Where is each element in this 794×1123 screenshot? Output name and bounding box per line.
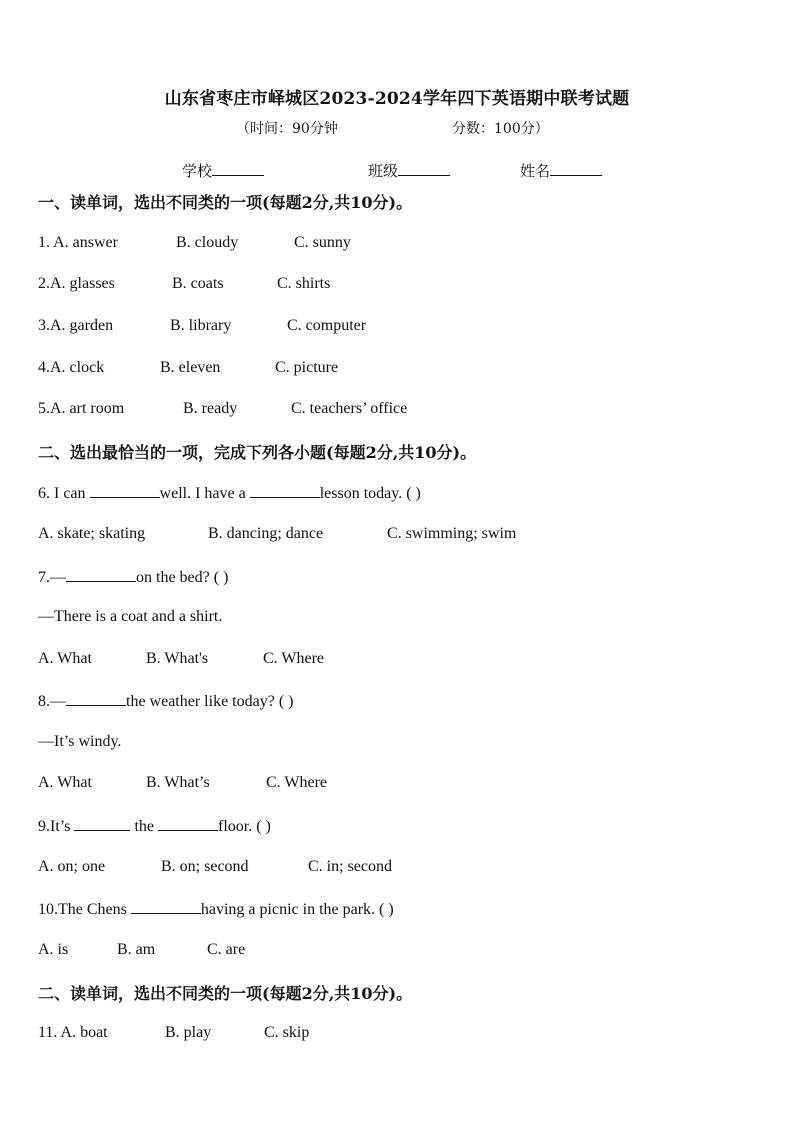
question-9-part-3: floor. ( )	[218, 818, 271, 835]
question-7-option-c: C. Where	[263, 650, 325, 667]
question-10-option-a: A. is	[38, 941, 69, 958]
question-9-option-a: A. on; one	[38, 858, 106, 875]
question-1-option-c: C. sunny	[294, 234, 351, 251]
question-2-option-a: 2.A. glasses	[38, 275, 115, 292]
question-9-stem	[38, 816, 271, 836]
question-10-stem	[38, 899, 394, 919]
question-6-part-3: lesson today. ( )	[319, 485, 421, 502]
question-10-blank[interactable]	[131, 899, 201, 914]
class-label: 班级	[368, 162, 399, 180]
question-5-option-b: B. ready	[183, 400, 238, 417]
question-3-option-c: C. computer	[287, 317, 367, 334]
question-8-blank[interactable]	[66, 691, 126, 706]
question-6-part-2: well. I have a	[159, 485, 250, 502]
question-6-part-1: 6. I can	[38, 485, 90, 502]
name-field	[520, 160, 602, 181]
school-blank[interactable]	[212, 161, 264, 176]
question-8-part-2: the weather like today? ( )	[126, 693, 294, 710]
question-10-option-c: C. are	[207, 941, 246, 958]
question-9-blank-1[interactable]	[74, 816, 130, 831]
section-heading-2: 二、选出最恰当的一项，完成下列各小题(每题2分,共10分)。	[38, 443, 477, 462]
question-2-option-c: C. shirts	[277, 275, 331, 292]
question-10-part-1: 10.The Chens	[38, 901, 131, 918]
question-9-part-1: 9.It’s	[38, 818, 75, 835]
question-6-blank-1[interactable]	[90, 483, 160, 498]
question-6-blank-2[interactable]	[250, 483, 320, 498]
page-title: 山东省枣庄市峄城区2023-2024学年四下英语期中联考试题	[164, 89, 630, 109]
school-label: 学校	[182, 162, 213, 180]
question-7-option-a: A. What	[38, 650, 92, 667]
question-2-option-b: B. coats	[172, 275, 224, 292]
question-9-part-2: the	[130, 818, 158, 835]
question-7-part-1: 7.—	[38, 569, 66, 586]
exam-time: （时间：90分钟	[236, 121, 338, 137]
question-5-option-c: C. teachers’ office	[291, 400, 408, 417]
question-4-option-a: 4.A. clock	[38, 359, 105, 376]
question-8-option-b: B. What’s	[146, 774, 210, 791]
question-11-option-c: C. skip	[264, 1024, 310, 1041]
question-4-option-c: C. picture	[275, 359, 339, 376]
question-11-option-a: 11. A. boat	[38, 1024, 108, 1041]
question-6-option-b: B. dancing; dance	[208, 525, 324, 542]
question-9-blank-2[interactable]	[158, 816, 218, 831]
question-4-option-b: B. eleven	[160, 359, 221, 376]
question-10-part-2: having a picnic in the park. ( )	[200, 901, 394, 918]
question-9-option-b: B. on; second	[161, 858, 249, 875]
question-6-option-a: A. skate; skating	[38, 525, 146, 542]
question-7-response: —There is a coat and a shirt.	[38, 608, 223, 625]
question-8-response: —It’s windy.	[38, 733, 122, 750]
question-11-option-b: B. play	[165, 1024, 212, 1041]
question-7-option-b: B. What's	[146, 650, 209, 667]
question-8-stem	[38, 691, 293, 711]
question-7-blank[interactable]	[66, 567, 136, 582]
question-8-part-1: 8.—	[38, 693, 66, 710]
section-heading-3: 二、读单词，选出不同类的一项(每题2分,共10分)。	[38, 984, 413, 1003]
question-3-option-b: B. library	[170, 317, 232, 334]
question-6-stem	[38, 483, 421, 503]
question-8-option-c: C. Where	[266, 774, 328, 791]
question-5-option-a: 5.A. art room	[38, 400, 125, 417]
section-heading-1: 一、读单词，选出不同类的一项(每题2分,共10分)。	[38, 193, 413, 212]
question-10-option-b: B. am	[117, 941, 156, 958]
question-6-option-c: C. swimming; swim	[387, 525, 517, 542]
question-3-option-a: 3.A. garden	[38, 317, 114, 334]
question-7-part-2: on the bed? ( )	[136, 569, 229, 586]
question-1-option-b: B. cloudy	[176, 234, 239, 251]
class-field	[368, 160, 450, 181]
name-label: 姓名	[520, 162, 551, 180]
name-blank[interactable]	[550, 161, 602, 176]
question-1-option-a: 1. A. answer	[38, 234, 118, 251]
school-field	[182, 160, 264, 181]
question-9-option-c: C. in; second	[308, 858, 392, 875]
question-7-stem	[38, 567, 228, 587]
question-8-option-a: A. What	[38, 774, 92, 791]
class-blank[interactable]	[398, 161, 450, 176]
exam-score: 分数：100分）	[452, 121, 549, 137]
